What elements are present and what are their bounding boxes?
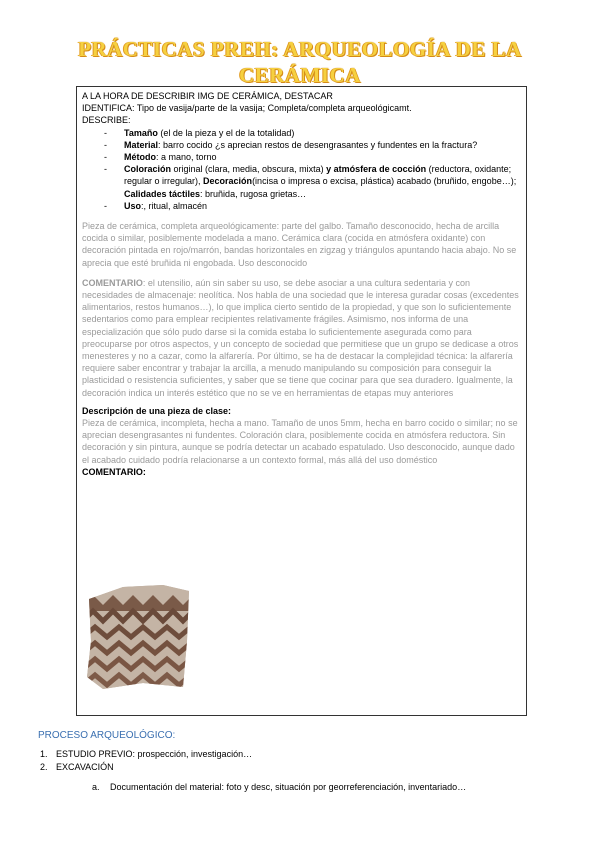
- item-label: Material: [124, 139, 159, 150]
- content-box: [76, 86, 527, 716]
- item-text: (incisa o impresa o excisa, plástica) acabado (bruñido, engobe…);: [252, 176, 517, 187]
- comentario-paragraph: [82, 277, 521, 399]
- item-text: : barro cocido ¿s aprecian restos de desengrasantes y fundentes en la fractura?: [158, 139, 478, 150]
- item-label: Método: [124, 152, 156, 163]
- comentario2-label: [82, 466, 521, 478]
- step-text: EXCAVACIÓN: [56, 762, 114, 772]
- box-heading: A LA HORA DE DESCRIBIR IMG DE CERÁMICA, DESTACAR: [82, 91, 333, 101]
- comentario2-text: COMENTARIO:: [82, 466, 146, 477]
- identifica-line: [82, 102, 521, 114]
- description-paragraph: Pieza de cerámica, completa arqueológicamente: parte del galbo. Tamaño desconocido, hecha de arcilla cocida o similar, posiblemente modelada a mano. Cerámica clara (cocida en atmósfera oxidante) con decoración pintada en rojo/marrón, bandas horizontales en zigzag y triángulos apuntando hacia abajo. No se aprecia que esté bruñida ni engobada. Uso desconocido: [82, 221, 517, 268]
- title-line-2: CERÁMICA: [239, 63, 361, 87]
- list-item: [82, 163, 521, 200]
- list-item: [82, 200, 521, 212]
- item-label: y atmósfera de cocción: [326, 164, 427, 175]
- proceso-heading: PROCESO ARQUEOLÓGICO:: [38, 730, 176, 741]
- item-text: (el de la pieza y el de la totalidad): [157, 127, 295, 138]
- identifica-text: Tipo de vasija/parte de la vasija; Completa/completa arqueológicamt.: [134, 103, 412, 114]
- page-title: [40, 36, 560, 88]
- clase-heading: [82, 405, 521, 417]
- item-label: Coloración: [124, 164, 172, 175]
- item-label: Decoración: [203, 176, 253, 187]
- substep: [92, 782, 466, 792]
- step-text: ESTUDIO PREVIO: prospección, investigación…: [56, 749, 253, 759]
- item-label: Calidades táctiles: [124, 188, 201, 199]
- describe-label: DESCRIBE:: [82, 115, 131, 126]
- item-text: : bruñida, rugosa grietas…: [200, 188, 307, 199]
- item-text: :, ritual, almacén: [141, 200, 208, 211]
- list-item: [40, 748, 252, 761]
- title-line-1: PRÁCTICAS PREH: ARQUEOLOGÍA DE LA: [78, 37, 522, 61]
- substep-text: Documentación del material: foto y desc, situación por georreferenciación, inventariado…: [110, 782, 467, 792]
- steps-list: [40, 748, 252, 774]
- step-number: 1.: [40, 749, 48, 759]
- item-text: (reductora, oxidante; regular o irregular),: [124, 164, 512, 187]
- clase-heading-text: Descripción de una pieza de clase:: [82, 405, 232, 416]
- list-item: [40, 761, 252, 774]
- step-number: 2.: [40, 762, 48, 772]
- identifica-label: IDENTIFICA:: [82, 103, 135, 114]
- substep-number: a.: [92, 782, 100, 792]
- list-item: [82, 139, 521, 151]
- item-text: : a mano, torno: [156, 152, 217, 163]
- comentario-text: : el utensilio, aún sin saber su uso, se debe asociar a una cultura sedentaria y con necesidades de almacenaje: neolítica. Nos habla de una sociedad que le interesa guradar cosas (excedentes alimentarios, restos humanos…), lo que implica cierto sentido de la propiedad, y que son lo suficientemente sedentarios como para emplear recipientes relativamente frágiles. Asimismo, nos informa de una especialización que sólo pudo darse si la comida estaba lo suficientemente asegurada como para preocuparse por otros aspectos, y un concepto de sociedad que permitiese que un grupo se dedicase a otros menesteres y no a cazar, como la alfarería. Por último, se ha de destacar la complejidad técnica: la alfarería requiere saber encontrar y trabajar la arcilla, a menudo manipulando su composición para conseguir la plasticidad o resistencia suficientes, y saber que se tiene que cocinar para que sea duradero. Igualmente, la decoración indica un interés estético que no se ve en herramientas de etapas muy anteriores: [82, 277, 519, 398]
- list-item: [82, 127, 521, 139]
- ceramic-shard-image: [83, 581, 191, 691]
- list-item: [82, 151, 521, 163]
- item-label: Uso: [124, 200, 142, 211]
- comentario-label: COMENTARIO: [82, 277, 143, 288]
- item-text: original (clara, media, obscura, mixta): [171, 164, 327, 175]
- item-label: Tamaño: [124, 127, 158, 138]
- describe-list: [82, 127, 521, 212]
- clase-paragraph: Pieza de cerámica, incompleta, hecha a mano. Tamaño de unos 5mm, hecha en barro cocido o similar; no se aprecian desengrasantes ni fundentes. Coloración clara, posiblemente cocida en atmósfera reductora. Sin decoración y sin pintura, aunque se podría detectar un acabado espatulado. Uso desconocido, aunque dado el acabado cuidado podría relacionarse a un contexto formal, más allá del uso doméstico: [82, 418, 518, 465]
